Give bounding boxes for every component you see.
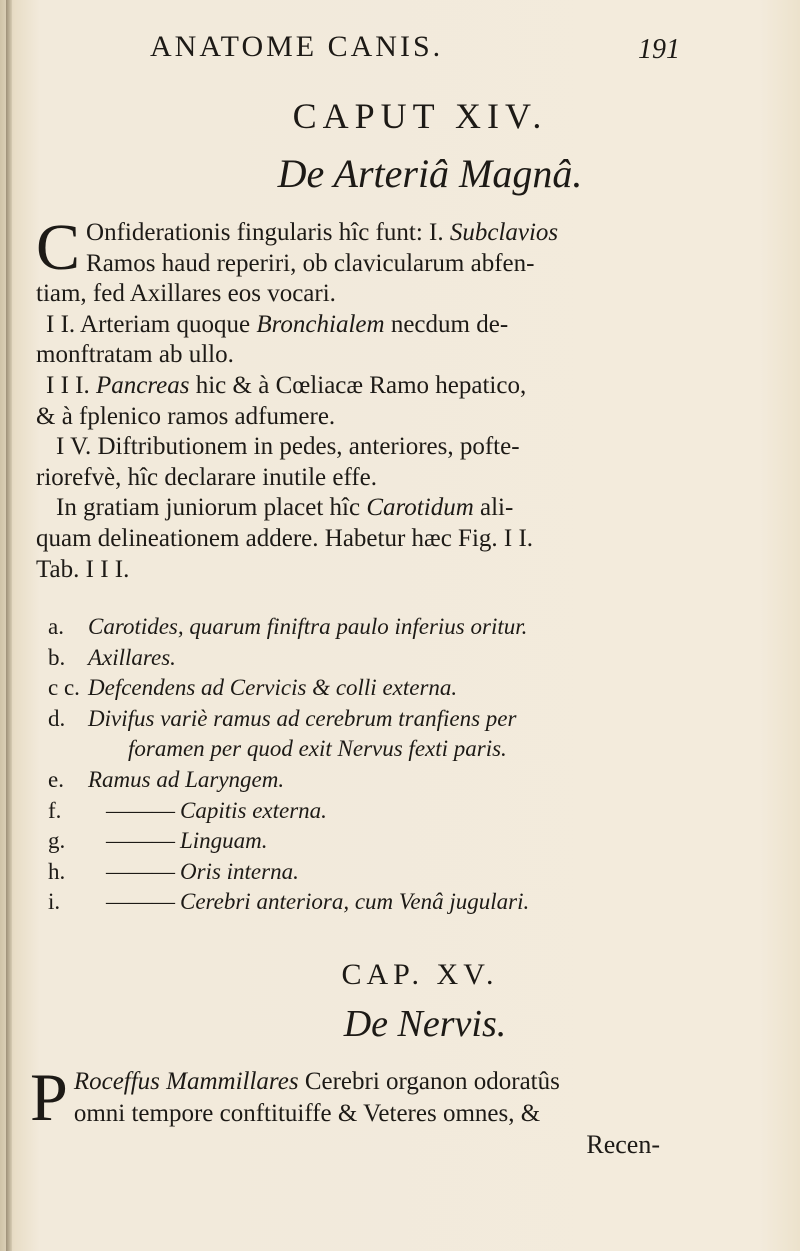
legend-item: g. ——— Linguam. — [48, 828, 268, 854]
body-line: In gratiam juniorum placet hîc Carotidum ali- — [56, 494, 514, 522]
running-title: ANATOME CANIS. — [150, 30, 444, 63]
legend-item: a. Carotides, quarum finiftra paulo inferius oritur. — [48, 614, 528, 639]
chapter-heading: CAPUT XIV. — [292, 96, 548, 136]
legend-item: c c. Defcendens ad Cervicis & colli externa. — [48, 675, 458, 701]
legend-item: i. ——— Cerebri anteriora, cum Venâ jugulari. — [48, 889, 530, 915]
chapter-subtitle: De Arteriâ Magnâ. — [277, 151, 583, 196]
body-line: I I I. Pancreas hic & à Cœliacæ Ramo hepatico, — [46, 371, 527, 399]
body-line: quam delineationem addere. Habetur hæc Fig. I I. — [36, 524, 534, 552]
body-line: I I. Arteriam quoque Bronchialem necdum de- — [46, 310, 509, 338]
page-number: 191 — [638, 34, 680, 65]
chapter-body — [30, 1059, 670, 1135]
legend-item: f. ——— Capitis externa. — [48, 797, 327, 823]
legend-item: foramen per quod exit Nervus fexti paris. — [128, 736, 507, 762]
figure-legend — [48, 612, 688, 918]
legend-item: d. Divifus variè ramus ad cerebrum tranfiens per — [48, 705, 517, 731]
body-line: monftratam ab ullo. — [36, 341, 234, 369]
body-line: omni tempore conftituiffe & Veteres omnes, & — [73, 1100, 541, 1127]
body-line: P Roceffus Mammillares Cerebri organon odoratûs — [30, 1059, 560, 1135]
body-line: C Onfiderationis fingularis hîc funt: I. Subclavios — [36, 211, 559, 284]
body-line: Ramos haud reperiri, ob clavicularum abfen- — [86, 249, 535, 277]
body-line: I V. Diftributionem in pedes, anteriores, pofte- — [56, 433, 520, 461]
chapter-body — [36, 211, 676, 585]
chapter-subtitle: De Nervis. — [343, 1003, 507, 1045]
chapter-heading: CAP. XV. — [341, 958, 499, 991]
drop-cap: P — [30, 1059, 68, 1135]
legend-item: b. Axillares. — [48, 644, 176, 670]
drop-cap: C — [36, 211, 81, 284]
body-line: riorefvè, hîc declarare inutile effe. — [36, 463, 378, 491]
legend-item: h. ——— Oris interna. — [48, 858, 299, 884]
page-header — [150, 30, 690, 70]
body-line: tiam, fed Axillares eos vocari. — [36, 280, 336, 308]
catchword: Recen- — [586, 1130, 660, 1159]
legend-item: e. Ramus ad Laryngem. — [48, 766, 285, 792]
body-line: Tab. I I I. — [36, 555, 130, 583]
body-line: & à fplenico ramos adfumere. — [36, 402, 336, 430]
